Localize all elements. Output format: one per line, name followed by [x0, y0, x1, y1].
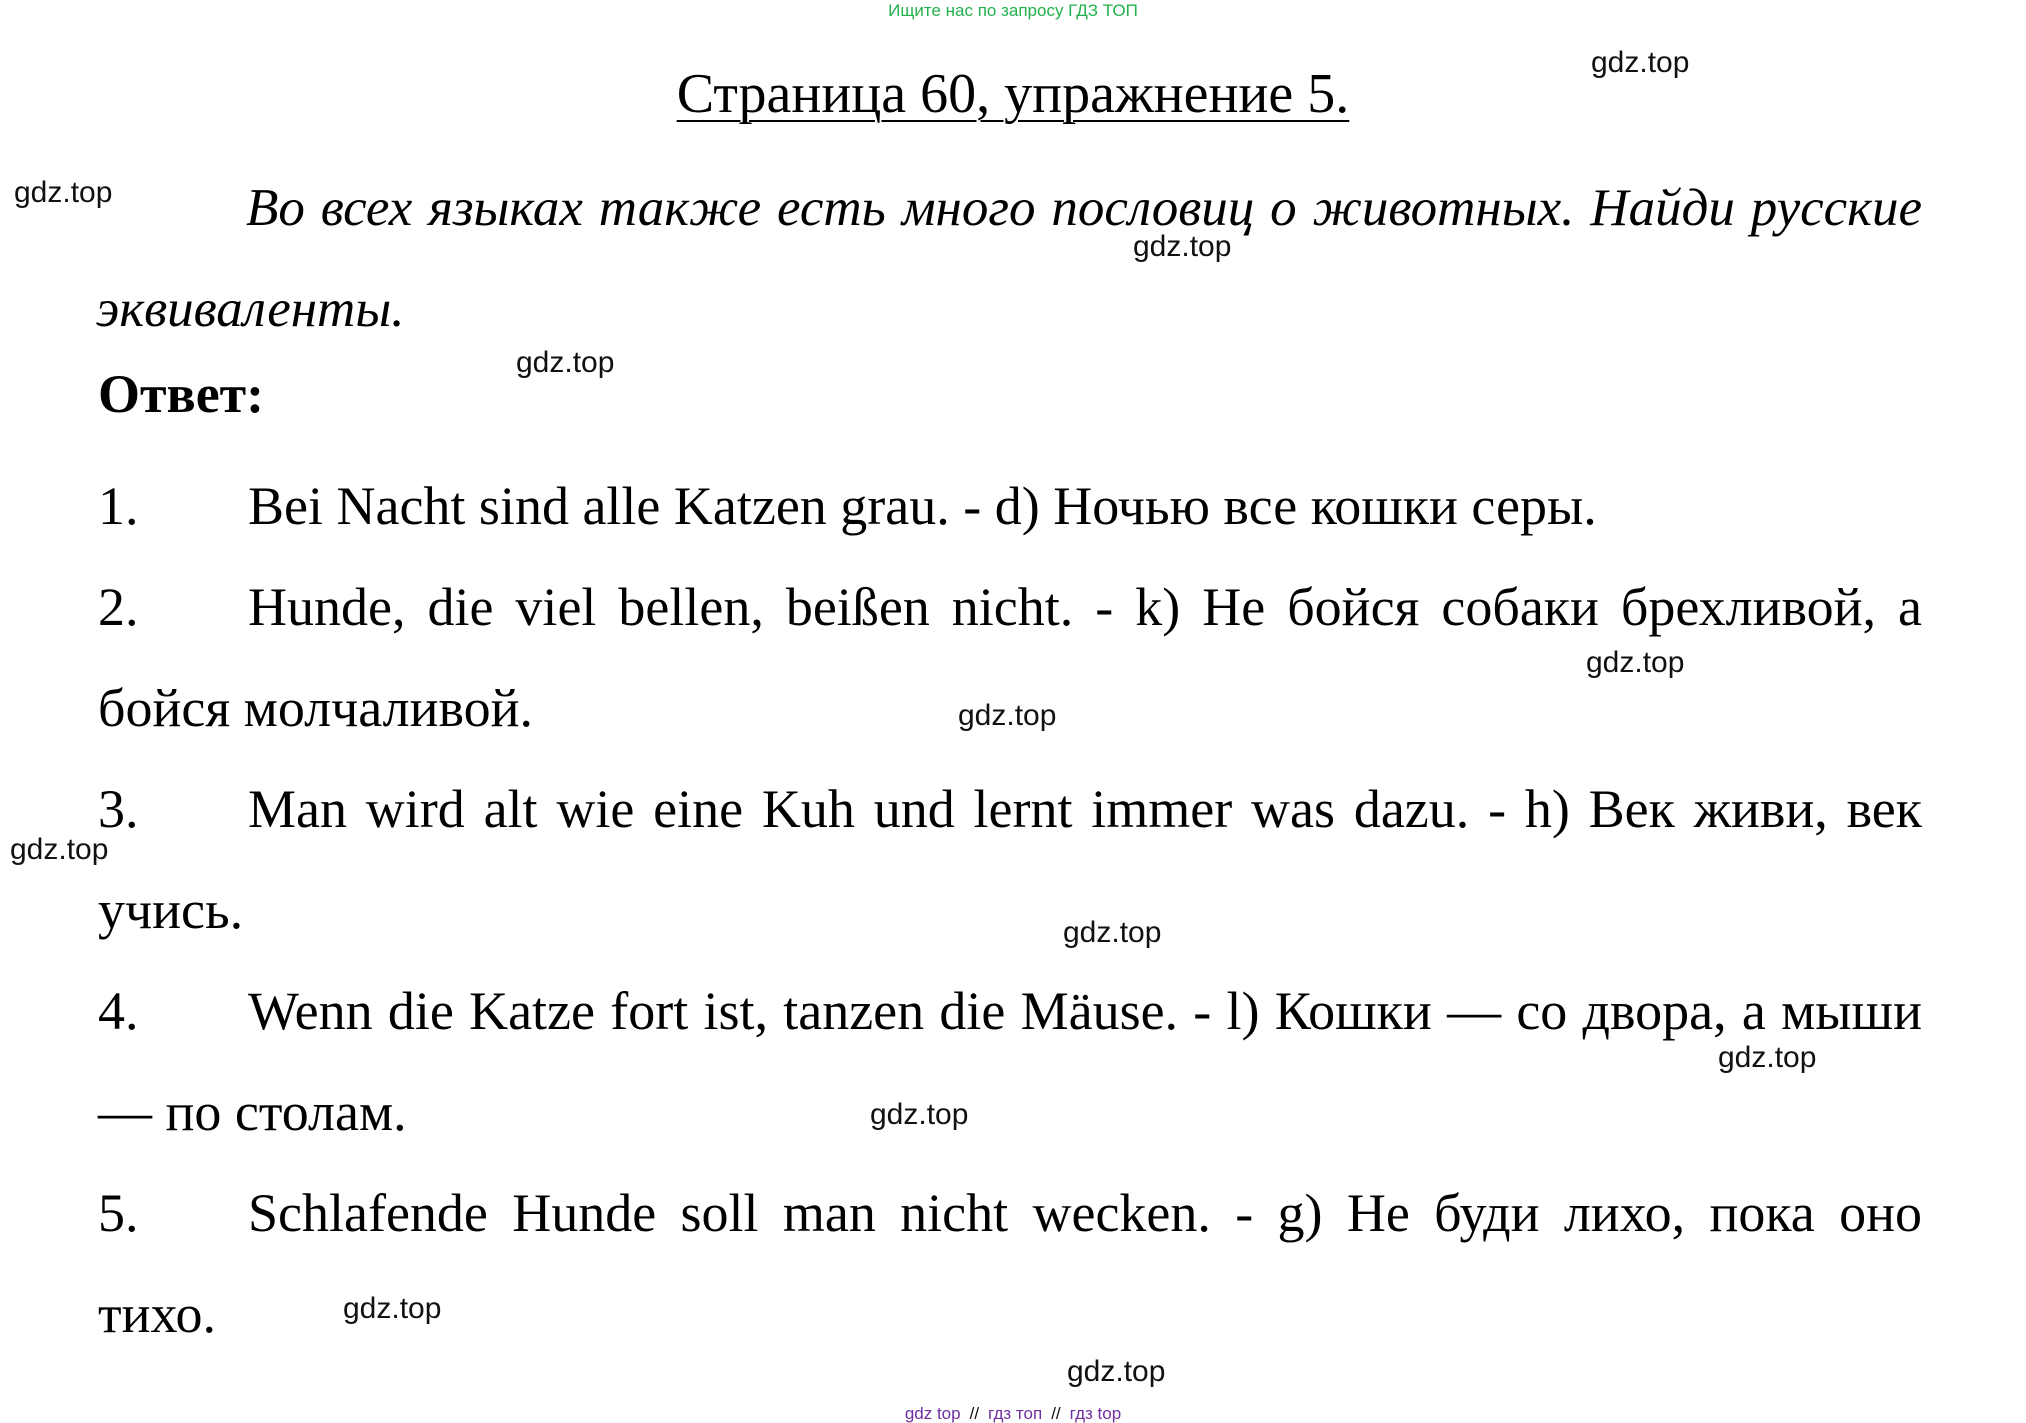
answer-number: 3. — [98, 779, 139, 839]
answer-text: Man wird alt wie eine Kuh und lernt immer was dazu. - h) Век живи, век учись. — [98, 779, 1922, 940]
answer-text: Schlafende Hunde soll man nicht wecken. - g) Не буди лихо, пока оно тихо. — [98, 1183, 1922, 1344]
answer-text: Wenn die Katze fort ist, tanzen die Mäuse. - l) Кошки — со двора, а мыши — по столам. — [98, 981, 1922, 1142]
answer-number: 4. — [98, 981, 139, 1041]
watermark: gdz.top — [1063, 916, 1162, 949]
task-text: Во всех языках также есть много пословиц о животных. Найди русские эквиваленты. — [96, 179, 1922, 338]
answer-list — [98, 456, 1922, 1365]
watermark: gdz.top — [870, 1098, 969, 1131]
answer-number: 1. — [98, 476, 139, 536]
footer-link[interactable]: gdz top — [904, 1404, 961, 1423]
watermark: gdz.top — [1591, 46, 1690, 79]
watermark: gdz.top — [1586, 646, 1685, 679]
footer-links — [0, 1404, 2026, 1423]
watermark: gdz.top — [14, 176, 113, 209]
answer-number: 5. — [98, 1183, 139, 1243]
footer-link[interactable]: гдз топ — [988, 1404, 1043, 1423]
answer-text: Bei Nacht sind alle Katzen grau. - d) Ночью все кошки серы. — [248, 476, 1597, 536]
watermark: gdz.top — [1718, 1041, 1817, 1074]
answer-item — [98, 759, 1922, 961]
watermark: gdz.top — [516, 346, 615, 379]
answer-item — [98, 1163, 1922, 1365]
answer-number: 2. — [98, 577, 139, 637]
answer-item — [98, 456, 1922, 557]
answer-text: Hunde, die viel bellen, beißen nicht. - k) Не бойся собаки брехливой, а бойся молчаливой. — [98, 577, 1922, 738]
top-banner[interactable]: Ищите нас по запросу ГДЗ ТОП — [888, 1, 1138, 20]
footer-separator: // — [1051, 1404, 1061, 1423]
watermark: gdz.top — [1133, 230, 1232, 263]
footer-link[interactable]: гдз top — [1069, 1404, 1122, 1423]
page-title: Страница 60, упражнение 5. — [676, 63, 1350, 125]
watermark: gdz.top — [10, 833, 109, 866]
answer-label: Ответ: — [98, 364, 265, 424]
watermark: gdz.top — [343, 1292, 442, 1325]
watermark: gdz.top — [1067, 1355, 1166, 1388]
footer-separator: // — [969, 1404, 980, 1423]
watermark: gdz.top — [958, 699, 1057, 732]
answer-item — [98, 961, 1922, 1163]
